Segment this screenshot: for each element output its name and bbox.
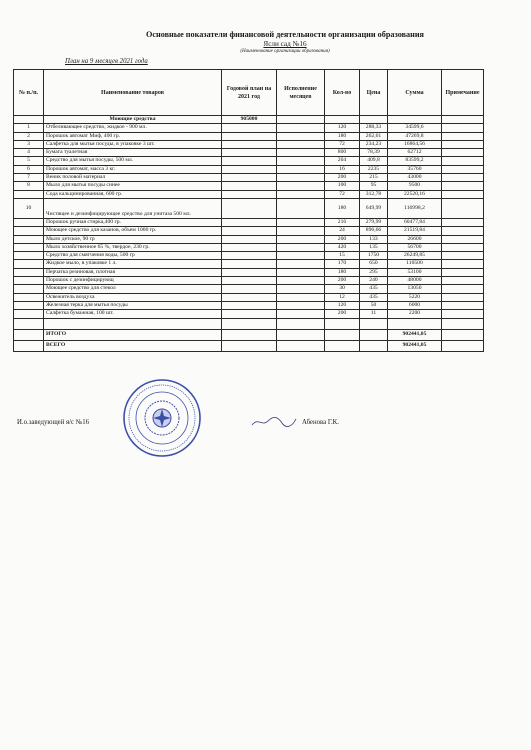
table-row — [14, 252, 484, 260]
sum-cell: 116998,2 — [388, 198, 442, 218]
row-number: 8 — [14, 182, 44, 190]
price-cell: 312,78 — [360, 190, 388, 198]
annual-plan-cell — [222, 260, 277, 268]
sum-cell: 5220 — [388, 293, 442, 301]
organization-caption: (Наименование организации образования) — [240, 49, 330, 54]
row-number: 4 — [14, 149, 44, 157]
annual-plan-cell — [222, 243, 277, 251]
quantity-cell: 72 — [325, 190, 360, 198]
signatory-position: И.о.заведующей я/с №16 — [17, 419, 90, 426]
execution-cell — [277, 174, 325, 182]
vsego-label: ВСЕГО — [44, 340, 222, 351]
note-cell — [442, 149, 484, 157]
annual-plan-cell — [222, 285, 277, 293]
sum-cell: 16864,56 — [388, 140, 442, 148]
price-cell: 262,61 — [360, 132, 388, 140]
quantity-cell: 100 — [325, 182, 360, 190]
price-cell: 435 — [360, 293, 388, 301]
note-cell — [442, 140, 484, 148]
price-cell: 649,99 — [360, 198, 388, 218]
table-header-row — [14, 70, 484, 116]
table-row — [14, 268, 484, 276]
item-name: Отбеливающее средство, жидкое - 900 мл. — [44, 124, 222, 132]
annual-plan-cell — [222, 157, 277, 165]
row-number — [14, 310, 44, 318]
annual-plan-cell — [222, 218, 277, 226]
price-cell: 11 — [360, 310, 388, 318]
sum-cell: 60477,84 — [388, 218, 442, 226]
quantity-cell: 72 — [325, 140, 360, 148]
quantity-cell: 120 — [325, 301, 360, 309]
expenses-table — [13, 69, 484, 352]
execution-cell — [277, 310, 325, 318]
note-cell — [442, 132, 484, 140]
annual-plan-cell — [222, 190, 277, 198]
annual-plan-cell — [222, 198, 277, 218]
row-number — [14, 301, 44, 309]
note-cell — [442, 268, 484, 276]
col-annual-plan: Годовой план на 2021 год — [222, 70, 277, 116]
row-number: 5 — [14, 157, 44, 165]
row-number — [14, 227, 44, 235]
item-name: Мыло детское, 90 гр — [44, 235, 222, 243]
note-cell — [442, 235, 484, 243]
execution-cell — [277, 260, 325, 268]
sum-cell: 35760 — [388, 165, 442, 173]
table-row — [14, 310, 484, 318]
annual-plan-cell — [222, 165, 277, 173]
official-seal — [122, 378, 202, 458]
execution-cell — [277, 235, 325, 243]
execution-cell — [277, 252, 325, 260]
item-name: Бумага туалетная — [44, 149, 222, 157]
row-number: 1 — [14, 124, 44, 132]
col-number: № п./п. — [14, 70, 44, 116]
item-name: Мыло хозяйственное 65 %, твердое, 230 гр. — [44, 243, 222, 251]
row-number: 7 — [14, 174, 44, 182]
row-number — [14, 285, 44, 293]
execution-cell — [277, 124, 325, 132]
table-row — [14, 277, 484, 285]
sum-cell: 62712 — [388, 149, 442, 157]
item-name: Мыло для мытья посуды синее — [44, 182, 222, 190]
note-cell — [442, 301, 484, 309]
execution-cell — [277, 268, 325, 276]
item-name: Средство для смягчения воды, 500 гр — [44, 252, 222, 260]
table-row — [14, 165, 484, 173]
sum-cell: 83599,2 — [388, 157, 442, 165]
annual-plan-cell — [222, 301, 277, 309]
note-cell — [442, 218, 484, 226]
col-name: Наименование товаров — [44, 70, 222, 116]
signatory-name: Абенова Г.К. — [302, 419, 339, 426]
execution-cell — [277, 293, 325, 301]
note-cell — [442, 285, 484, 293]
price-cell: 1750 — [360, 252, 388, 260]
row-number — [14, 235, 44, 243]
note-cell — [442, 243, 484, 251]
execution-cell — [277, 243, 325, 251]
execution-cell — [277, 198, 325, 218]
execution-cell — [277, 149, 325, 157]
quantity-cell: 170 — [325, 260, 360, 268]
annual-plan-cell — [222, 174, 277, 182]
document-title: Основные показатели финансовой деятельности организации образования — [145, 30, 424, 39]
item-name: Средство для мытья посуды, 500 мл. — [44, 157, 222, 165]
price-cell: 279,99 — [360, 218, 388, 226]
quantity-cell: 200 — [325, 310, 360, 318]
item-name: Жидкое мыло, в упаковке 1 л. — [44, 260, 222, 268]
table-row — [14, 243, 484, 251]
execution-cell — [277, 301, 325, 309]
price-cell: 650 — [360, 260, 388, 268]
price-cell: 135 — [360, 243, 388, 251]
row-number — [14, 218, 44, 226]
item-name: Веник половой материал — [44, 174, 222, 182]
table-row — [14, 301, 484, 309]
execution-cell — [277, 227, 325, 235]
annual-plan-cell — [222, 132, 277, 140]
quantity-cell: 216 — [325, 218, 360, 226]
itogo-label: ИТОГО — [44, 329, 222, 340]
sum-cell: 48000 — [388, 277, 442, 285]
annual-plan-cell — [222, 149, 277, 157]
price-cell: 234,23 — [360, 140, 388, 148]
section-plan: 905000 — [222, 116, 277, 124]
price-cell: 78,39 — [360, 149, 388, 157]
table-row — [14, 149, 484, 157]
row-number — [14, 252, 44, 260]
note-cell — [442, 165, 484, 173]
row-number — [14, 260, 44, 268]
row-number — [14, 243, 44, 251]
note-cell — [442, 157, 484, 165]
note-cell — [442, 310, 484, 318]
empty-row — [14, 318, 484, 329]
table-row — [14, 227, 484, 235]
quantity-cell: 180 — [325, 198, 360, 218]
row-number — [14, 190, 44, 198]
item-name: Порошок автомат Миф, 400 гр. — [44, 132, 222, 140]
quantity-cell: 12 — [325, 293, 360, 301]
sum-cell: 34599,6 — [388, 124, 442, 132]
table-row — [14, 218, 484, 226]
annual-plan-cell — [222, 277, 277, 285]
row-number: 6 — [14, 165, 44, 173]
note-cell — [442, 182, 484, 190]
sum-cell: 110500 — [388, 260, 442, 268]
table-row — [14, 190, 484, 198]
note-cell — [442, 190, 484, 198]
price-cell: 896,66 — [360, 227, 388, 235]
item-name: Порошок с дезинфицирующ — [44, 277, 222, 285]
table-row — [14, 124, 484, 132]
quantity-cell: 16 — [325, 165, 360, 173]
execution-cell — [277, 285, 325, 293]
table-row — [14, 157, 484, 165]
annual-plan-cell — [222, 252, 277, 260]
quantity-cell: 180 — [325, 268, 360, 276]
signature — [250, 415, 298, 429]
table-row — [14, 132, 484, 140]
table-row — [14, 140, 484, 148]
item-name: Салфетка для мытья посуды, в упаковке 3 шт. — [44, 140, 222, 148]
quantity-cell: 120 — [325, 124, 360, 132]
item-name: Сода кальцинированная, 600 гр. — [44, 190, 222, 198]
annual-plan-cell — [222, 182, 277, 190]
annual-plan-cell — [222, 293, 277, 301]
vsego-row — [14, 340, 484, 351]
section-label: Моющие средства — [44, 116, 222, 124]
annual-plan-cell — [222, 140, 277, 148]
quantity-cell: 180 — [325, 132, 360, 140]
row-number: 2 — [14, 132, 44, 140]
note-cell — [442, 277, 484, 285]
price-cell: 215 — [360, 174, 388, 182]
item-name: Салфетка бумажная, 100 шт. — [44, 310, 222, 318]
table-row — [14, 174, 484, 182]
sum-cell: 6000 — [388, 301, 442, 309]
price-cell: 2235 — [360, 165, 388, 173]
col-price: Цена — [360, 70, 388, 116]
annual-plan-cell — [222, 310, 277, 318]
quantity-cell: 800 — [325, 149, 360, 157]
sum-cell: 26600 — [388, 235, 442, 243]
sum-cell: 53100 — [388, 268, 442, 276]
price-cell: 288,33 — [360, 124, 388, 132]
col-note: Примечание — [442, 70, 484, 116]
annual-plan-cell — [222, 227, 277, 235]
execution-cell — [277, 182, 325, 190]
quantity-cell: 15 — [325, 252, 360, 260]
execution-cell — [277, 190, 325, 198]
table-row — [14, 182, 484, 190]
note-cell — [442, 260, 484, 268]
sum-cell: 2200 — [388, 310, 442, 318]
sum-cell: 13050 — [388, 285, 442, 293]
item-name: Чистящее и дезинфицирующее средство для унитаза 500 мл. — [44, 198, 222, 218]
note-cell — [442, 252, 484, 260]
execution-cell — [277, 165, 325, 173]
annual-plan-cell — [222, 235, 277, 243]
table-row — [14, 198, 484, 218]
organization-name: Ясли сад №16 — [263, 40, 307, 48]
col-quantity: Кол-во — [325, 70, 360, 116]
price-cell: 133 — [360, 235, 388, 243]
sum-cell: 47269,8 — [388, 132, 442, 140]
price-cell: 435 — [360, 285, 388, 293]
sum-cell: 21519,84 — [388, 227, 442, 235]
row-number: 3 — [14, 140, 44, 148]
note-cell — [442, 124, 484, 132]
item-name: Освежитель воздуха — [44, 293, 222, 301]
note-cell — [442, 174, 484, 182]
execution-cell — [277, 218, 325, 226]
item-name: Железная терка для мытья посуды — [44, 301, 222, 309]
quantity-cell: 200 — [325, 235, 360, 243]
note-cell — [442, 198, 484, 218]
itogo-row — [14, 329, 484, 340]
section-row — [14, 116, 484, 124]
table-row — [14, 260, 484, 268]
item-name: Порошок автомат, масса 3 кг. — [44, 165, 222, 173]
price-cell: 240 — [360, 277, 388, 285]
row-number — [14, 277, 44, 285]
annual-plan-cell — [222, 268, 277, 276]
col-sum: Сумма — [388, 70, 442, 116]
sum-cell: 26249,85 — [388, 252, 442, 260]
execution-cell — [277, 157, 325, 165]
table-row — [14, 293, 484, 301]
sum-cell: 56700 — [388, 243, 442, 251]
row-number: 10 — [14, 198, 44, 218]
price-cell: 409,8 — [360, 157, 388, 165]
note-cell — [442, 293, 484, 301]
plan-period: План на 9 месяцев 2021 года — [65, 58, 148, 65]
table-row — [14, 285, 484, 293]
sum-cell: 43000 — [388, 174, 442, 182]
annual-plan-cell — [222, 124, 277, 132]
price-cell: 295 — [360, 268, 388, 276]
item-name: Моющее средство для стекол — [44, 285, 222, 293]
execution-cell — [277, 132, 325, 140]
quantity-cell: 200 — [325, 174, 360, 182]
quantity-cell: 24 — [325, 227, 360, 235]
vsego-sum: 902441,05 — [388, 340, 442, 351]
row-number — [14, 293, 44, 301]
quantity-cell: 204 — [325, 157, 360, 165]
item-name: Порошок ручная стирка,400 гр. — [44, 218, 222, 226]
price-cell: 95 — [360, 182, 388, 190]
row-number — [14, 268, 44, 276]
itogo-sum: 902441,05 — [388, 329, 442, 340]
execution-cell — [277, 140, 325, 148]
item-name: Перчатка резиновая, плотная — [44, 268, 222, 276]
table-row — [14, 235, 484, 243]
sum-cell: 22520,16 — [388, 190, 442, 198]
quantity-cell: 200 — [325, 277, 360, 285]
col-execution: Исполнение месяцев — [277, 70, 325, 116]
price-cell: 50 — [360, 301, 388, 309]
item-name: Моющее средство для казанов, объем 1000 гр. — [44, 227, 222, 235]
note-cell — [442, 227, 484, 235]
execution-cell — [277, 277, 325, 285]
quantity-cell: 30 — [325, 285, 360, 293]
sum-cell: 9500 — [388, 182, 442, 190]
quantity-cell: 420 — [325, 243, 360, 251]
